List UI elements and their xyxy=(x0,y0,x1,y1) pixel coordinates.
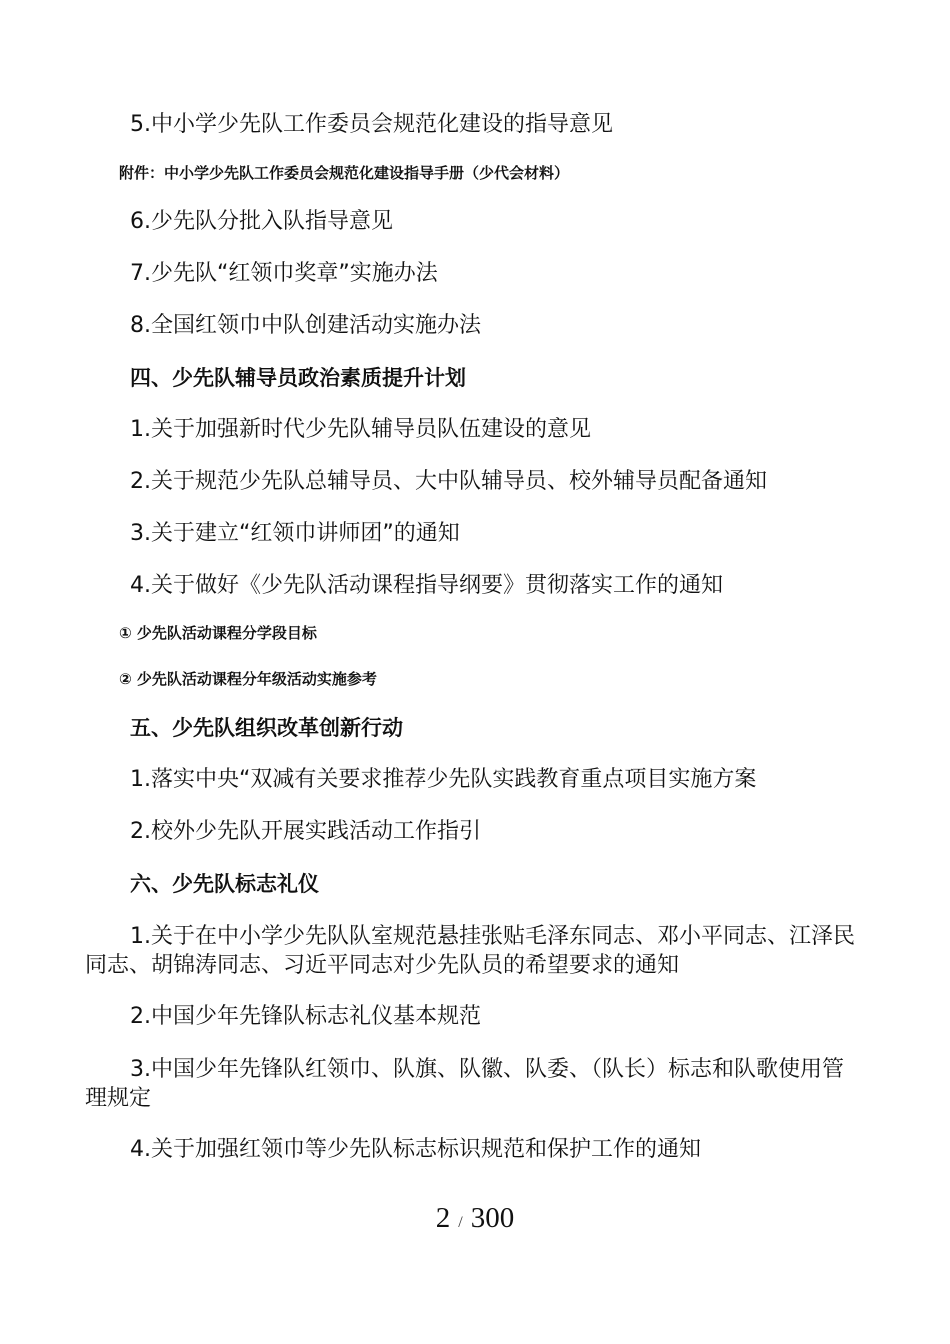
sub-item: ① 少先队活动课程分学段目标 xyxy=(119,624,317,642)
section-heading: 五、少先队组织改革创新行动 xyxy=(130,716,403,740)
section-heading: 四、少先队辅导员政治素质提升计划 xyxy=(130,366,466,390)
total-page-count: 300 xyxy=(470,1202,515,1234)
page-indicator xyxy=(0,1200,950,1241)
list-item: 8.全国红领巾中队创建活动实施办法 xyxy=(130,313,481,338)
current-page-number: 2 xyxy=(435,1202,451,1234)
paragraph: 3.中国少年先锋队红领巾、队旗、队徽、队委、（队长）标志和队歌使用管理规定 xyxy=(85,1057,844,1111)
sub-item: ② 少先队活动课程分年级活动实施参考 xyxy=(119,670,377,688)
list-item: 6.少先队分批入队指导意见 xyxy=(130,209,393,234)
list-item: 1.关于加强新时代少先队辅导员队伍建设的意见 xyxy=(130,417,591,442)
list-item: 2.中国少年先锋队标志礼仪基本规范 xyxy=(130,1004,481,1029)
attachment-note: 附件：中小学少先队工作委员会规范化建设指导手册（少代会材料） xyxy=(119,164,570,182)
list-item: 3.关于建立“红领巾讲师团”的通知 xyxy=(130,521,460,546)
paragraph: 1.关于在中小学少先队队室规范悬挂张贴毛泽东同志、邓小平同志、江泽民同志、胡锦涛同志、习近平同志对少先队员的希望要求的通知 xyxy=(85,924,855,978)
list-item: 5.中小学少先队工作委员会规范化建设的指导意见 xyxy=(130,112,613,137)
list-item: 1.落实中央“双减有关要求推荐少先队实践教育重点项目实施方案 xyxy=(130,767,757,792)
page-separator: / xyxy=(458,1214,463,1231)
list-item: 7.少先队“红领巾奖章”实施办法 xyxy=(130,261,438,286)
list-item: 4.关于做好《少先队活动课程指导纲要》贯彻落实工作的通知 xyxy=(130,573,723,598)
section-heading: 六、少先队标志礼仪 xyxy=(130,872,319,896)
list-item: 4.关于加强红领巾等少先队标志标识规范和保护工作的通知 xyxy=(130,1137,701,1162)
list-item: 2.关于规范少先队总辅导员、大中队辅导员、校外辅导员配备通知 xyxy=(130,469,767,494)
list-item: 2.校外少先队开展实践活动工作指引 xyxy=(130,819,481,844)
